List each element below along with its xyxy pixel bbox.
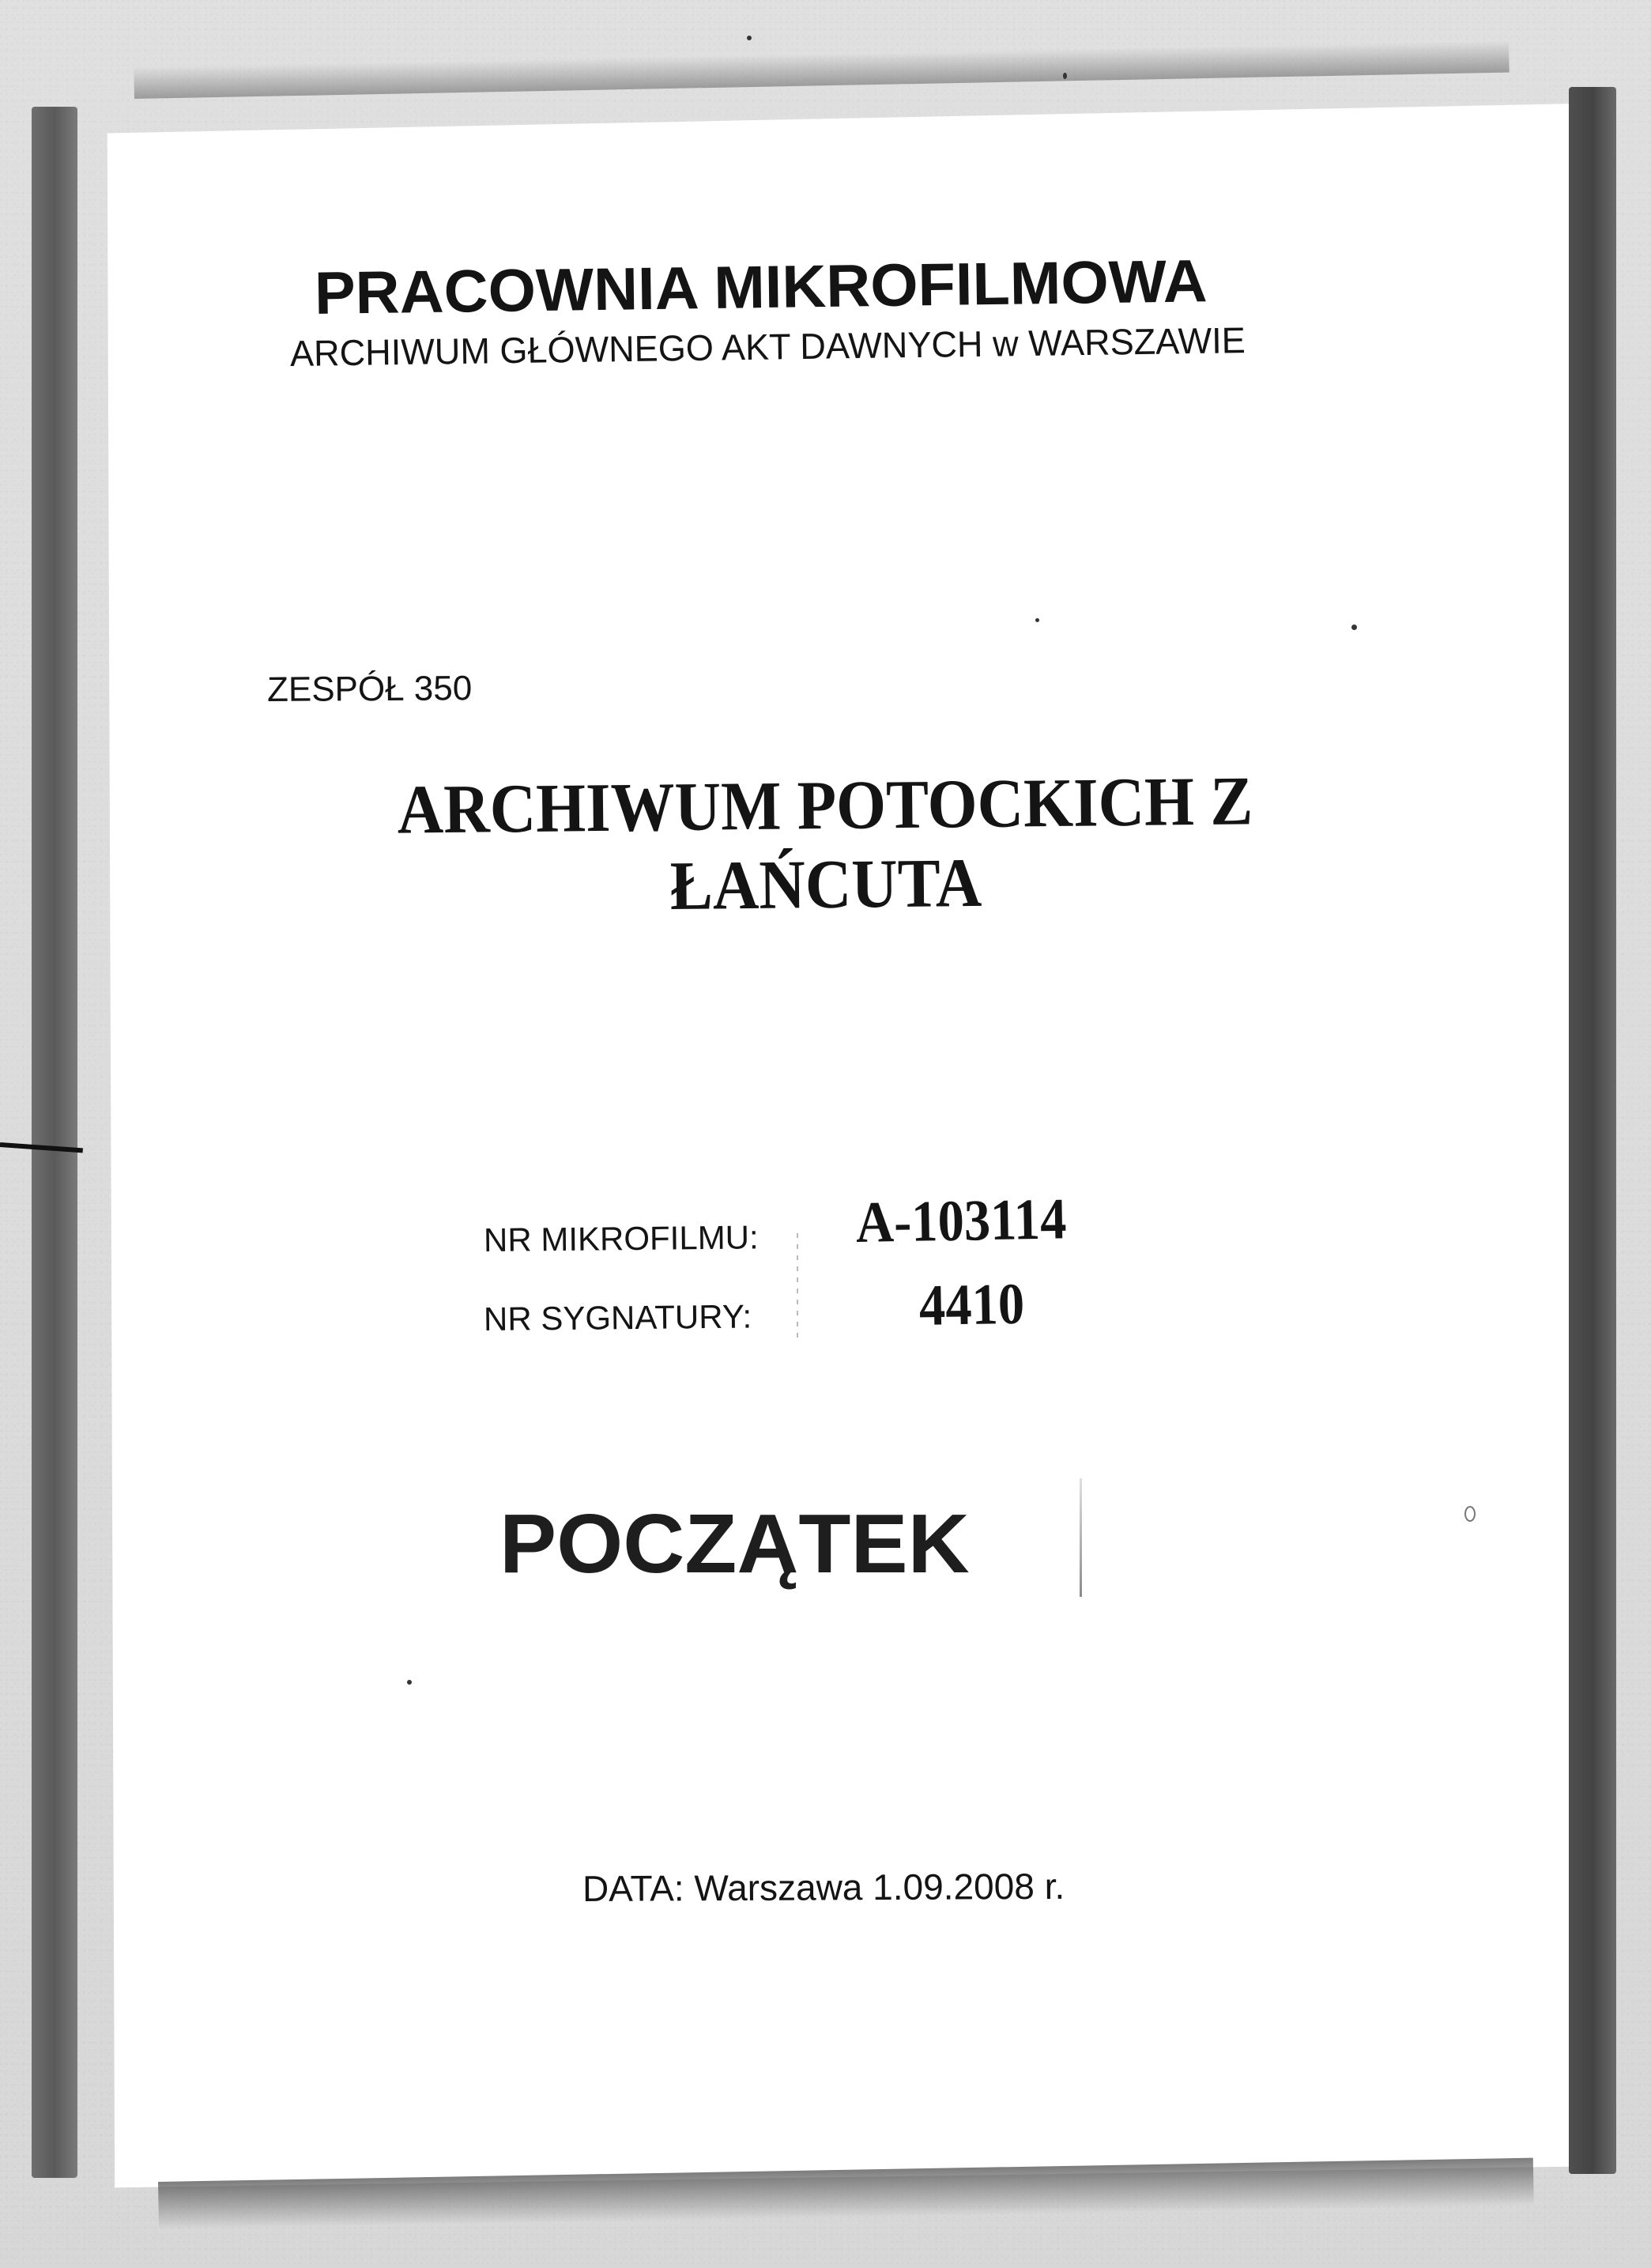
scan-speck — [747, 36, 752, 40]
fond-name-line-2: ŁAŃCUTA — [669, 844, 982, 926]
header-title: PRACOWNIA MIKROFILMOWA — [314, 247, 1208, 327]
scan-speck — [1063, 73, 1067, 79]
fond-name — [66, 759, 1586, 933]
date-line: DATA: Warszawa 1.09.2008 r. — [582, 1865, 1065, 1909]
film-edge-right — [1569, 87, 1616, 2174]
microfilm-number-value: A-103114 — [855, 1187, 1068, 1255]
header-subtitle: ARCHIWUM GŁÓWNEGO AKT DAWNYCH w WARSZAWIE — [289, 319, 1246, 374]
signature-number-value: 4410 — [918, 1271, 1025, 1338]
start-marker: POCZĄTEK — [499, 1497, 970, 1591]
signature-number-label: NR SYGNATURY: — [483, 1297, 752, 1338]
fond-number: ZESPÓŁ 350 — [266, 669, 473, 709]
scan-speck — [1464, 1506, 1476, 1522]
scan-artifact-mark — [1080, 1478, 1082, 1597]
scan-speck — [1035, 618, 1039, 622]
film-edge-left — [32, 107, 77, 2178]
field-divider — [797, 1233, 798, 1344]
scan-speck — [1351, 625, 1357, 630]
scan-speck — [407, 1680, 412, 1685]
microfilm-number-label: NR MIKROFILMU: — [483, 1218, 759, 1259]
fond-name-line-1: ARCHIWUM POTOCKICH Z — [397, 763, 1253, 849]
